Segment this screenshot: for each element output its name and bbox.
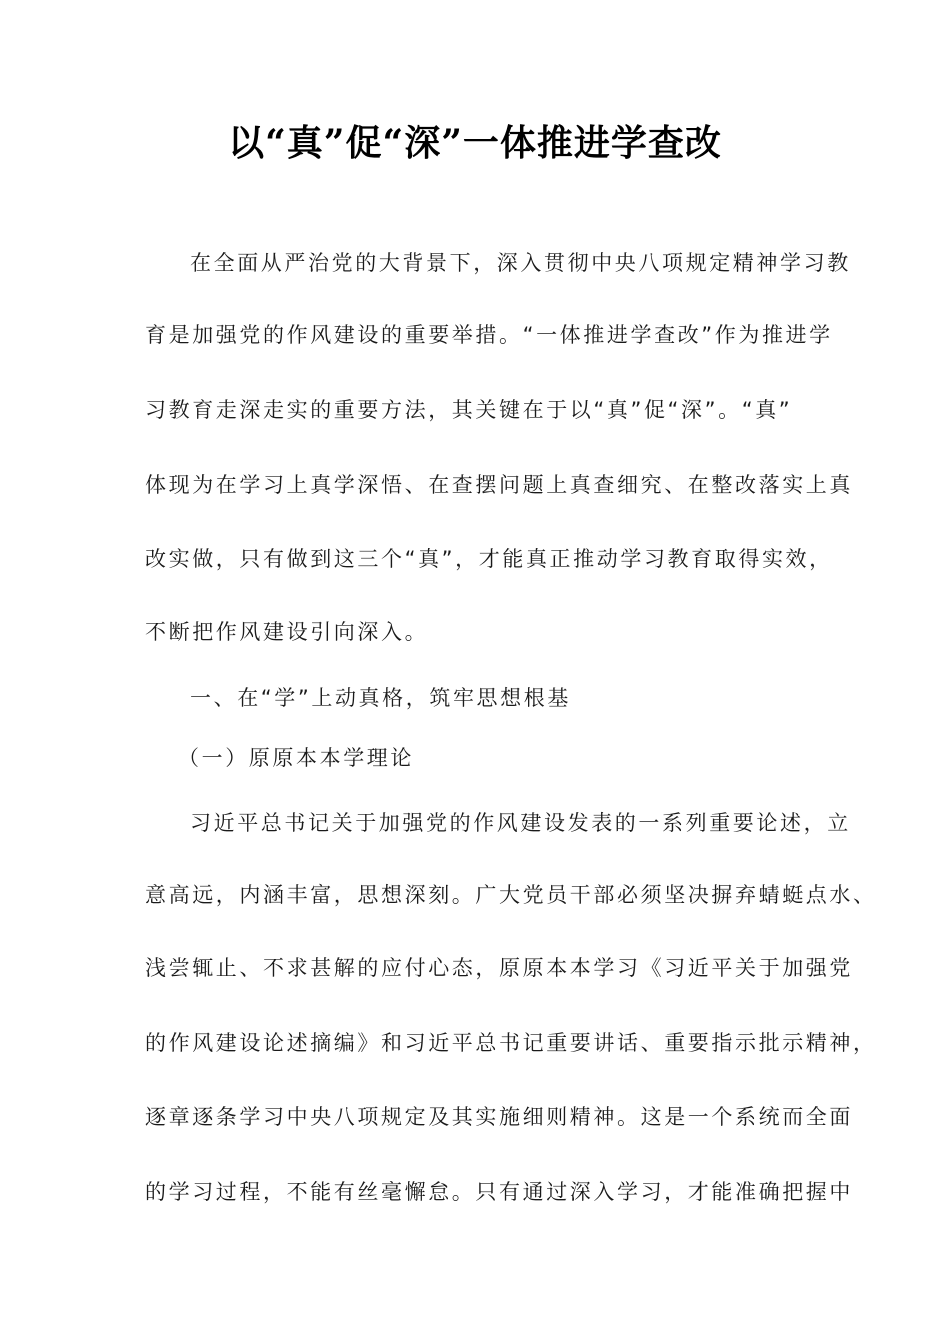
paragraph-line: 逐章逐条学习中央八项规定及其实施细则精神。这是一个系统而全面 xyxy=(145,1105,853,1129)
paragraph-line: 浅尝辄止、不求甚解的应付心态，原原本本学习《习近平关于加强党 xyxy=(145,956,853,980)
paragraph-line: 习近平总书记关于加强党的作风建设发表的一系列重要论述，立 xyxy=(190,811,851,835)
paragraph-line: 育是加强党的作风建设的重要举措。“一体推进学查改”作为推进学 xyxy=(145,323,833,347)
subsection-heading: （一）原原本本学理论 xyxy=(178,746,414,770)
paragraph-line: 意高远，内涵丰富，思想深刻。广大党员干部必须坚决摒弃蜻蜓点水、 xyxy=(145,883,877,907)
paragraph-line: 的作风建设论述摘编》和习近平总书记重要讲话、重要指示批示精神， xyxy=(145,1031,877,1055)
paragraph-line: 改实做，只有做到这三个“真”，才能真正推动学习教育取得实效， xyxy=(145,547,833,571)
paragraph-line: 习教育走深走实的重要方法，其关键在于以“真”促“深”。“真” xyxy=(145,398,793,422)
paragraph-line: 不断把作风建设引向深入。 xyxy=(145,620,429,644)
paragraph-line: 体现为在学习上真学深悟、在查摆问题上真查细究、在整改落实上真 xyxy=(145,473,853,497)
section-heading: 一、在“学”上动真格，筑牢思想根基 xyxy=(190,686,571,710)
paragraph-line: 的学习过程，不能有丝毫懈怠。只有通过深入学习，才能准确把握中 xyxy=(145,1180,853,1204)
paragraph-line: 在全面从严治党的大背景下，深入贯彻中央八项规定精神学习教 xyxy=(190,251,851,275)
document-title: 以“真”促“深”一体推进学查改 xyxy=(228,122,722,164)
